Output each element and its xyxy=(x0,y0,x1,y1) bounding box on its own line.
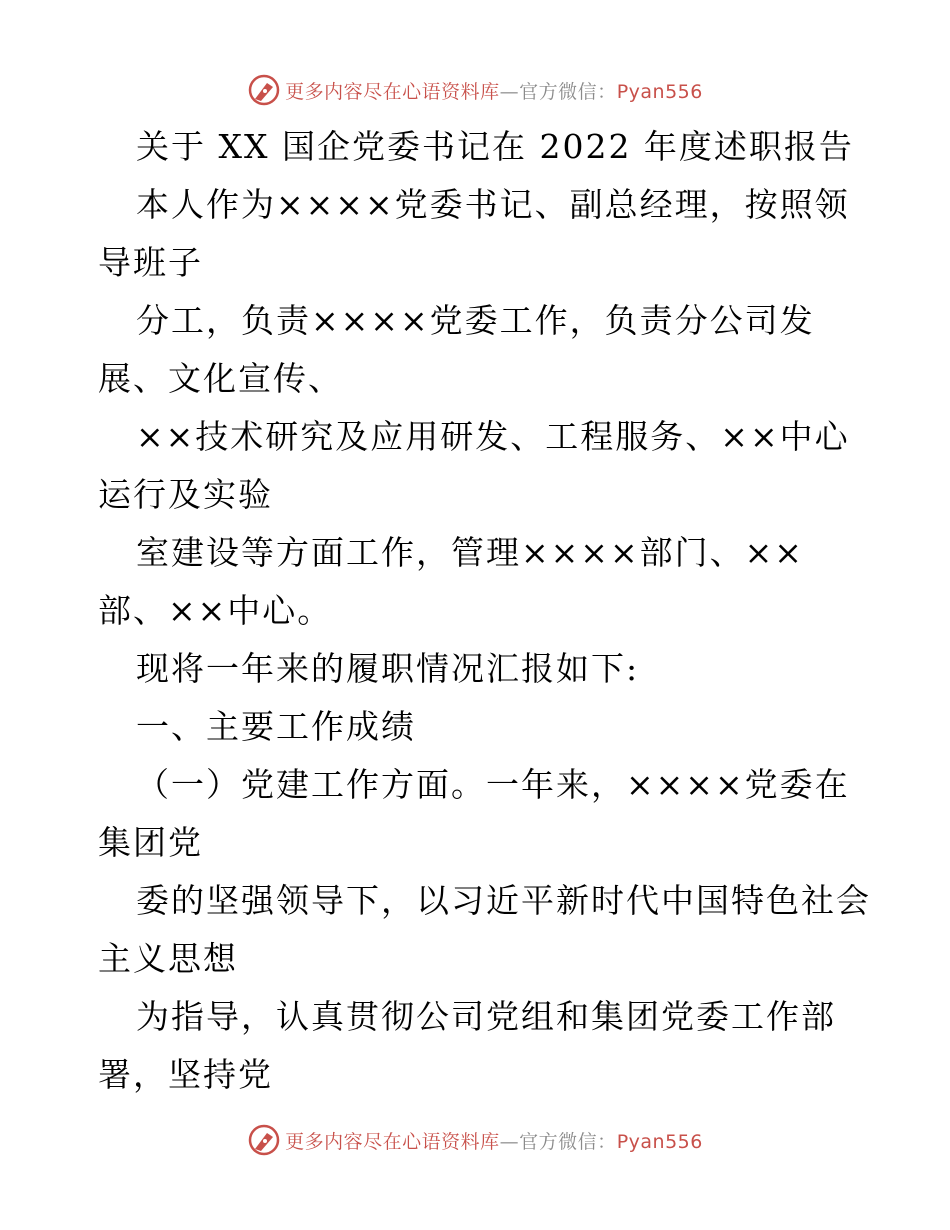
pen-nib-logo-icon xyxy=(247,1123,281,1157)
doc-line: （一）党建工作方面。一年来，××××党委在 xyxy=(136,765,850,804)
pen-nib-logo-icon xyxy=(247,73,281,107)
doc-line: 主义思想 xyxy=(98,939,238,978)
doc-line: 运行及实验 xyxy=(98,475,273,514)
header-banner xyxy=(0,70,950,110)
doc-line: 集团党 xyxy=(98,823,203,862)
doc-line: 分工，负责××××党委工作，负责分公司发 xyxy=(136,301,815,340)
doc-line: 署，坚持党 xyxy=(98,1055,273,1094)
doc-line: 导班子 xyxy=(98,243,203,282)
header-banner-official: 官方微信： xyxy=(519,80,617,103)
doc-line: 展、文化宣传、 xyxy=(98,359,343,398)
doc-line: 委的坚强领导下，以习近平新时代中国特色社会 xyxy=(136,881,871,920)
doc-line: 现将一年来的履职情况汇报如下: xyxy=(136,649,640,688)
header-banner-text xyxy=(285,77,703,104)
footer-banner-id: Pyan556 xyxy=(616,1130,703,1153)
header-banner-dash: — xyxy=(499,80,520,103)
doc-line: 为指导，认真贯彻公司党组和集团党委工作部 xyxy=(136,997,836,1036)
footer-banner-dash: — xyxy=(499,1130,520,1153)
footer-banner-text xyxy=(285,1127,703,1154)
footer-banner-official: 官方微信： xyxy=(519,1130,617,1153)
doc-line: 一、主要工作成绩 xyxy=(136,707,416,746)
footer-banner-main: 更多内容尽在心语资料库 xyxy=(285,1130,500,1153)
doc-line: 部、××中心。 xyxy=(98,591,333,630)
doc-line: 室建设等方面工作，管理××××部门、×× xyxy=(136,533,804,572)
doc-line: 关于 XX 国企党委书记在 2022 年度述职报告 xyxy=(136,127,854,166)
header-banner-main: 更多内容尽在心语资料库 xyxy=(285,80,500,103)
document-body xyxy=(98,118,871,1104)
footer-banner xyxy=(0,1120,950,1160)
doc-line: 本人作为××××党委书记、副总经理，按照领 xyxy=(136,185,850,224)
header-banner-id: Pyan556 xyxy=(616,80,703,103)
doc-line: ××技术研究及应用研发、工程服务、××中心 xyxy=(136,417,850,456)
